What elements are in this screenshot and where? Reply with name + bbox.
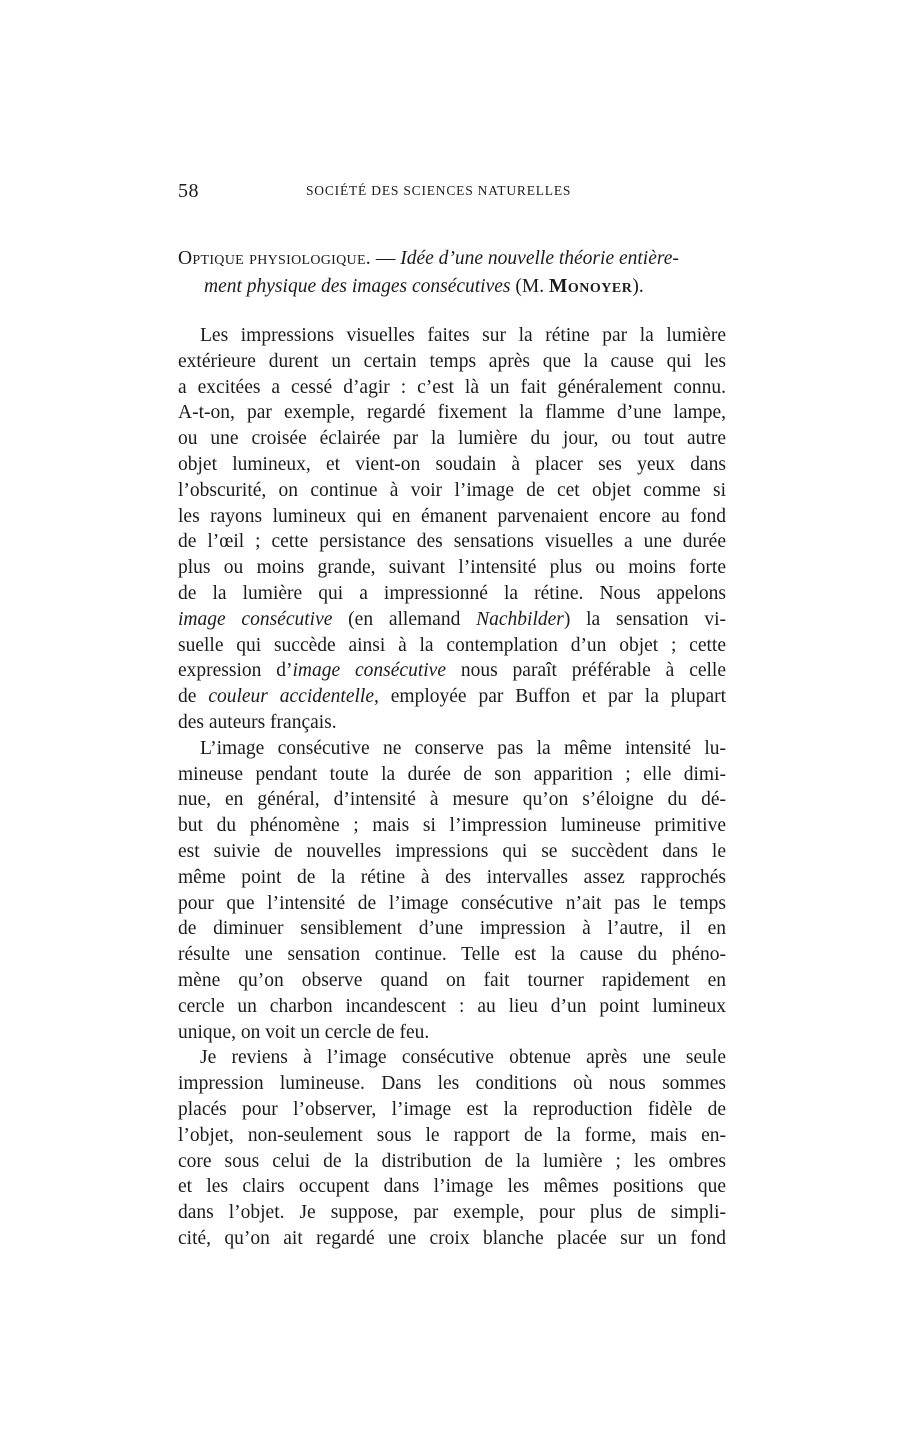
text-line: est suivie de nouvelles impressions qui se succèdent dans le	[178, 840, 726, 862]
text-fragment: de	[178, 686, 209, 708]
text-line: cité, qu’on ait regardé une croix blanche placée sur un fond	[178, 1227, 726, 1249]
text-line: Les impressions visuelles faites sur la rétine par la lumière	[200, 325, 726, 346]
text-line: objet lumineux, et vient-on soudain à placer ses yeux dans	[178, 453, 726, 475]
text-line	[178, 607, 726, 633]
text-line: extérieure durent un certain temps après que la cause qui les	[178, 350, 726, 372]
text-line: A-t-on, par exemple, regardé fixement la flamme d’une lampe,	[178, 402, 726, 424]
heading-line-1	[178, 245, 726, 273]
text-line: mineuse pendant toute la durée de son apparition ; elle dimi-	[178, 763, 726, 785]
text-line: unique, on voit un cercle de feu.	[178, 1021, 430, 1043]
text-line: Je reviens à l’image consécutive obtenue après une seule	[200, 1047, 726, 1069]
text-line: de diminuer sensiblement d’une impression à l’autre, il en	[178, 918, 726, 940]
text-line: de l’œil ; cette persistance des sensations visuelles a une durée	[178, 531, 726, 553]
author-open: (M.	[510, 276, 549, 297]
page-number: 58	[178, 180, 199, 202]
text-line: pour que l’intensité de l’image consécutive n’ait pas le temps	[178, 892, 726, 914]
running-title: SOCIÉTÉ DES SCIENCES NATURELLES	[306, 183, 572, 198]
term-image-consecutive: image consécutive	[178, 608, 333, 630]
text-line: plus ou moins grande, suivant l’intensité plus ou moins forte	[178, 557, 726, 579]
text-line: a excitées a cessé d’agir : c’est là un fait généralement connu.	[178, 376, 726, 398]
text-line: cercle un charbon incandescent : au lieu d’un point lumineux	[178, 995, 726, 1017]
heading-line-2	[178, 273, 726, 301]
text-line	[178, 658, 726, 684]
section-heading	[178, 245, 726, 301]
text-line	[178, 684, 726, 710]
text-line: les rayons lumineux qui en émanent parvenaient encore au fond	[178, 505, 726, 527]
text-line: nue, en général, d’intensité à mesure qu’on s’éloigne du dé-	[178, 789, 726, 811]
text-line: l’obscurité, on continue à voir l’image de cet objet comme si	[178, 479, 726, 501]
term-image-consecutive: image consécutive	[292, 660, 446, 682]
author-name: Monoyer	[548, 276, 633, 297]
term-nachbilder: Nachbilder	[476, 608, 564, 630]
text-line: impression lumineuse. Dans les conditions où nous sommes	[178, 1073, 726, 1095]
text-line: mène qu’on observe quand on fait tourner rapidement en	[178, 969, 726, 991]
text-line: ou une croisée éclairée par la lumière du jour, ou tout autre	[178, 428, 726, 450]
text-fragment: ) la sensation vi-	[563, 608, 726, 630]
text-fragment: expression d’	[178, 660, 293, 682]
section-label: Optique physiologique.	[178, 248, 371, 269]
running-head	[178, 180, 726, 204]
article-title-part-1: Idée d’une nouvelle théorie entière-	[400, 248, 679, 269]
text-line: suelle qui succède ainsi à la contemplation d’un objet ; cette	[178, 634, 726, 656]
text-line: résulte une sensation continue. Telle est la cause du phéno-	[178, 944, 726, 966]
author-close: ).	[632, 276, 644, 297]
article-body	[178, 323, 726, 1252]
text-line: des auteurs français.	[178, 711, 337, 733]
text-fragment: (en allemand	[332, 608, 477, 630]
text-line: et les clairs occupent dans l’image les mêmes positions que	[178, 1176, 726, 1198]
text-line: placés pour l’observer, l’image est la reproduction fidèle de	[178, 1098, 726, 1120]
text-line: core sous celui de la distribution de la lumière ; les ombres	[178, 1150, 726, 1172]
text-line: l’objet, non-seulement sous le rapport de la forme, mais en-	[178, 1124, 726, 1146]
text-line: L’image consécutive ne conserve pas la même intensité lu-	[200, 737, 726, 759]
text-fragment: , employée par Buffon et par la plupart	[373, 686, 727, 708]
text-fragment: nous paraît préférable à celle	[445, 660, 726, 682]
text-line: de la lumière qui a impressionné la rétine. Nous appelons	[178, 582, 726, 604]
text-line: même point de la rétine à des intervalles assez rapprochés	[178, 866, 726, 888]
heading-dash: —	[370, 248, 401, 269]
article-title-part-2: ment physique des images consécutives	[204, 276, 511, 297]
text-line: dans l’objet. Je suppose, par exemple, pour plus de simpli-	[178, 1202, 726, 1224]
text-line: but du phénomène ; mais si l’impression lumineuse primitive	[178, 815, 726, 837]
term-couleur-accidentelle: couleur accidentelle	[208, 686, 374, 708]
